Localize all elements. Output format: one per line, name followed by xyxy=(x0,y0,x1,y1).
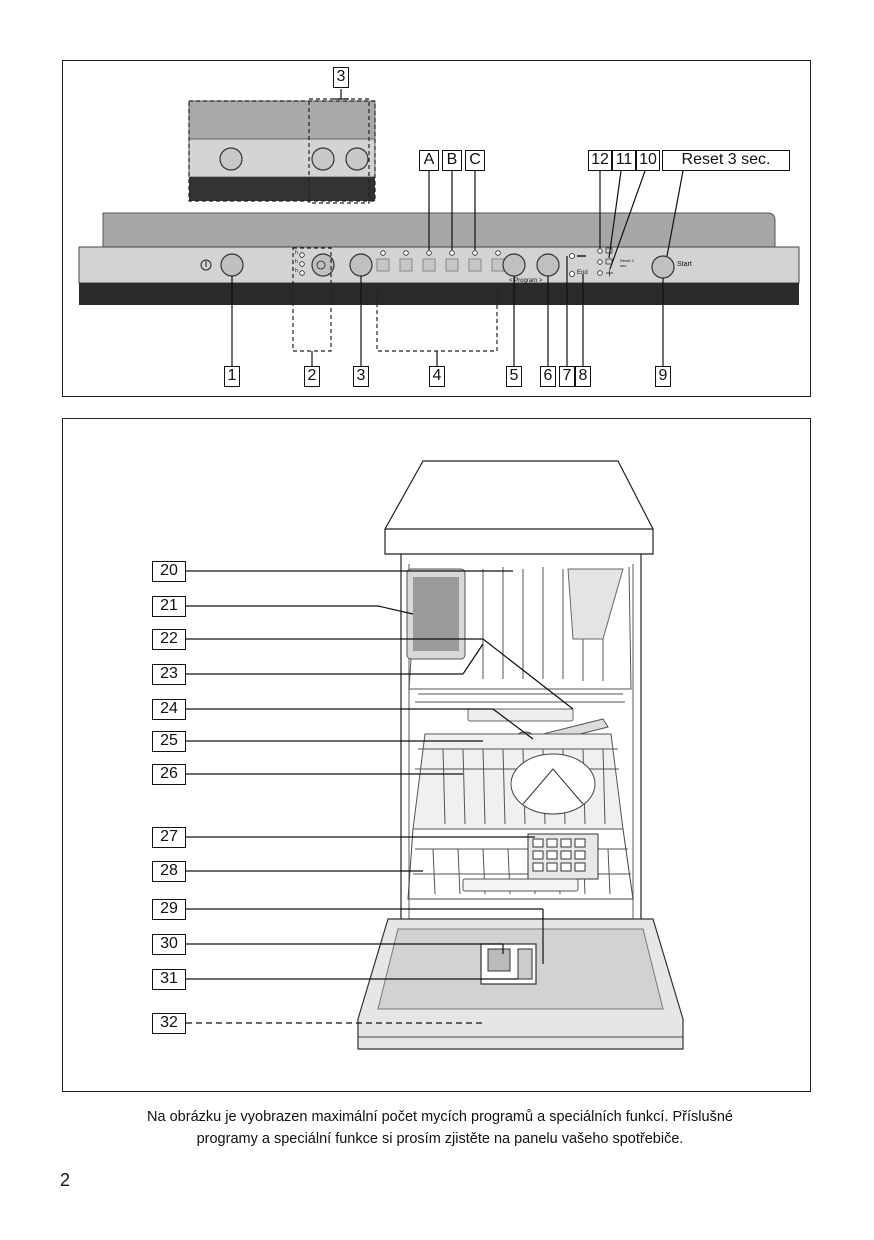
indicator-7 xyxy=(570,254,575,259)
control-panel-figure xyxy=(62,60,811,397)
inset-detail xyxy=(189,89,375,203)
label-7: 7 xyxy=(559,366,575,387)
label-24: 24 xyxy=(152,699,186,720)
water-spray-head xyxy=(468,709,573,721)
half-load-button xyxy=(350,254,372,276)
upper-basket xyxy=(407,567,631,702)
label-3-top: 3 xyxy=(333,67,349,88)
label-A: A xyxy=(419,150,439,171)
label-27: 27 xyxy=(152,827,186,848)
rinse-aid-indicator xyxy=(598,249,603,254)
control-panel-drawing xyxy=(63,61,812,398)
inset-knob-mid xyxy=(312,148,334,170)
inset-knob-left xyxy=(220,148,242,170)
label-28: 28 xyxy=(152,861,186,882)
label-10: 10 xyxy=(636,150,660,171)
worktop xyxy=(385,461,653,554)
label-4: 4 xyxy=(429,366,445,387)
label-6: 6 xyxy=(540,366,556,387)
caption-line-1: Na obrázku je vyobrazen maximální počet mycích programů a speciálních funkcí. Příslušné xyxy=(147,1109,733,1125)
page-number: 2 xyxy=(60,1170,71,1190)
appliance-panel xyxy=(79,213,799,305)
label-8: 8 xyxy=(575,366,591,387)
label-23: 23 xyxy=(152,664,186,685)
timer-button xyxy=(312,254,334,276)
lower-basket xyxy=(408,734,633,899)
reset-small-text: Reset 3 sec. xyxy=(620,258,634,268)
start-text: Start xyxy=(677,261,692,268)
indicator-end xyxy=(570,272,575,277)
option-button-6 xyxy=(537,254,559,276)
label-21: 21 xyxy=(152,596,186,617)
figure-caption xyxy=(60,1106,820,1150)
label-30: 30 xyxy=(152,934,186,955)
option-button-5 xyxy=(503,254,525,276)
label-11: 11 xyxy=(612,150,636,171)
label-25: 25 xyxy=(152,731,186,752)
label-3: 3 xyxy=(353,366,369,387)
start-button xyxy=(652,256,674,278)
label-C: C xyxy=(465,150,485,171)
program-text: < Program > xyxy=(509,278,543,284)
power-button xyxy=(221,254,243,276)
dishwasher-interior-figure xyxy=(62,418,811,1092)
timer-hour-labels: h h h xyxy=(295,250,298,274)
label-2: 2 xyxy=(304,366,320,387)
water-indicator xyxy=(598,271,603,276)
label-32: 32 xyxy=(152,1013,186,1034)
label-reset: Reset 3 sec. xyxy=(662,150,790,171)
label-20: 20 xyxy=(152,561,186,582)
label-22: 22 xyxy=(152,629,186,650)
rinse-aid-dispenser xyxy=(518,949,532,979)
caption-line-2: programy a speciální funkce si prosím zjistěte na panelu vašeho spotřebiče. xyxy=(196,1131,684,1147)
label-12: 12 xyxy=(588,150,612,171)
timer-leds xyxy=(300,253,305,276)
label-29: 29 xyxy=(152,899,186,920)
label-31: 31 xyxy=(152,969,186,990)
inset-knob-right xyxy=(346,148,368,170)
label-9: 9 xyxy=(655,366,671,387)
end-text: End xyxy=(577,270,588,276)
dishwasher-drawing xyxy=(63,419,812,1093)
label-B: B xyxy=(442,150,462,171)
lower-spray-arm xyxy=(463,879,578,891)
salt-indicator xyxy=(598,260,603,265)
label-1: 1 xyxy=(224,366,240,387)
label-5: 5 xyxy=(506,366,522,387)
label-26: 26 xyxy=(152,764,186,785)
